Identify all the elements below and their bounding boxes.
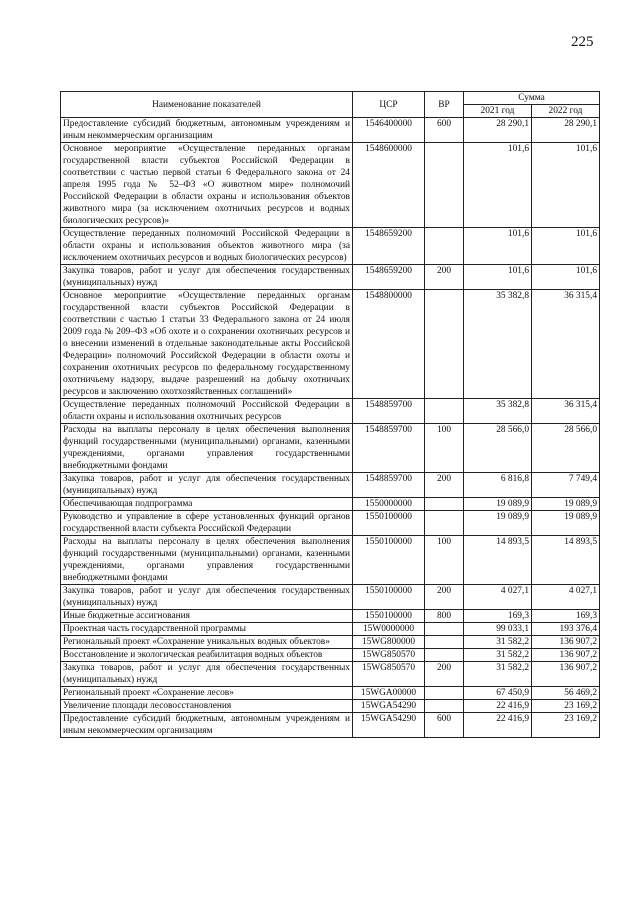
table-row <box>61 700 600 713</box>
row-csr: 1550000000 <box>353 498 425 511</box>
table-row <box>61 687 600 700</box>
page-number: 225 <box>571 34 594 50</box>
row-csr: 15WG800000 <box>353 636 425 649</box>
table-row <box>61 424 600 473</box>
table-row <box>61 623 600 636</box>
table-row <box>61 585 600 610</box>
row-amount-2021: 101,6 <box>464 265 532 290</box>
row-amount-2021: 35 382,8 <box>464 399 532 424</box>
row-amount-2022: 14 893,5 <box>532 536 600 585</box>
row-csr: 1548859700 <box>353 473 425 498</box>
row-name: Основное мероприятие «Осуществление переданных органам государственной власти субъектов Российской Федерации в соответствии с частью 1 статьи 33 Федерального закона от 24 июля 2009 года № 209–ФЗ «Об охоте и о сохранении охотничьих ресурсов и о внесении изменений в отдельные законодательные акты Российской Федерации» полномочий Российской Федерации в области охоты и сохранения охотничьих ресурсов по федеральному государственному охотничьему надзору, выдаче разрешений на добычу охотничьих ресурсов и заключению охотхозяйственных соглашений» <box>61 290 353 399</box>
header-year-2021: 2021 год <box>464 105 532 118</box>
row-amount-2021: 14 893,5 <box>464 536 532 585</box>
row-vr <box>425 636 464 649</box>
row-vr <box>425 623 464 636</box>
row-amount-2022: 28 566,0 <box>532 424 600 473</box>
row-name: Региональный проект «Сохранение уникальных водных объектов» <box>61 636 353 649</box>
row-name: Расходы на выплаты персоналу в целях обеспечения выполнения функций государственными (муниципальными) органами, казенными учреждениями, органами управления государственными внебюджетными фондами <box>61 424 353 473</box>
row-vr: 100 <box>425 536 464 585</box>
row-amount-2021: 6 816,8 <box>464 473 532 498</box>
table-row <box>61 265 600 290</box>
row-vr <box>425 290 464 399</box>
table-row <box>61 228 600 265</box>
row-csr: 1548859700 <box>353 424 425 473</box>
header-name: Наименование показателей <box>61 92 353 118</box>
row-name: Предоставление субсидий бюджетным, автономным учреждениям и иным некоммерческим организациям <box>61 118 353 143</box>
row-amount-2022: 136 907,2 <box>532 636 600 649</box>
budget-table <box>60 91 600 738</box>
row-csr: 15WGA54290 <box>353 713 425 738</box>
row-name: Закупка товаров, работ и услуг для обеспечения государственных (муниципальных) нужд <box>61 473 353 498</box>
row-csr: 1548659200 <box>353 228 425 265</box>
row-amount-2021: 35 382,8 <box>464 290 532 399</box>
row-vr <box>425 498 464 511</box>
row-amount-2021: 31 582,2 <box>464 636 532 649</box>
row-vr <box>425 228 464 265</box>
row-name: Восстановление и экологическая реабилитация водных объектов <box>61 649 353 662</box>
header-sum: Сумма <box>464 92 600 105</box>
row-amount-2021: 22 416,9 <box>464 700 532 713</box>
table-row <box>61 662 600 687</box>
row-amount-2022: 101,6 <box>532 265 600 290</box>
row-amount-2022: 169,3 <box>532 610 600 623</box>
row-csr: 1548859700 <box>353 399 425 424</box>
row-csr: 15W0000000 <box>353 623 425 636</box>
row-amount-2021: 4 027,1 <box>464 585 532 610</box>
row-amount-2021: 28 290,1 <box>464 118 532 143</box>
header-year-2022: 2022 год <box>532 105 600 118</box>
row-name: Расходы на выплаты персоналу в целях обеспечения выполнения функций государственными (муниципальными) органами, казенными учреждениями, органами управления государственными внебюджетными фондами <box>61 536 353 585</box>
row-amount-2021: 31 582,2 <box>464 662 532 687</box>
row-amount-2021: 101,6 <box>464 143 532 228</box>
row-amount-2021: 19 089,9 <box>464 498 532 511</box>
table-row <box>61 118 600 143</box>
row-amount-2022: 193 376,4 <box>532 623 600 636</box>
row-amount-2022: 23 169,2 <box>532 700 600 713</box>
row-amount-2022: 7 749,4 <box>532 473 600 498</box>
row-vr: 200 <box>425 662 464 687</box>
row-amount-2021: 28 566,0 <box>464 424 532 473</box>
row-vr <box>425 649 464 662</box>
row-name: Обеспечивающая подпрограмма <box>61 498 353 511</box>
row-amount-2021: 22 416,9 <box>464 713 532 738</box>
table-row <box>61 649 600 662</box>
row-csr: 1550100000 <box>353 610 425 623</box>
table-row <box>61 511 600 536</box>
row-name: Проектная часть государственной программы <box>61 623 353 636</box>
row-name: Предоставление субсидий бюджетным, автономным учреждениям и иным некоммерческим организациям <box>61 713 353 738</box>
row-name: Закупка товаров, работ и услуг для обеспечения государственных (муниципальных) нужд <box>61 585 353 610</box>
row-name: Региональный проект «Сохранение лесов» <box>61 687 353 700</box>
row-amount-2022: 101,6 <box>532 228 600 265</box>
table-row <box>61 290 600 399</box>
row-name: Закупка товаров, работ и услуг для обеспечения государственных (муниципальных) нужд <box>61 265 353 290</box>
row-name: Руководство и управление в сфере установленных функций органов государственной власти субъекта Российской Федерации <box>61 511 353 536</box>
header-csr: ЦСР <box>353 92 425 118</box>
row-csr: 1550100000 <box>353 536 425 585</box>
row-name: Осуществление переданных полномочий Российской Федерации в области охраны и использования охотничьих ресурсов <box>61 399 353 424</box>
row-amount-2022: 136 907,2 <box>532 662 600 687</box>
row-amount-2022: 36 315,4 <box>532 399 600 424</box>
row-amount-2022: 136 907,2 <box>532 649 600 662</box>
row-csr: 1548659200 <box>353 265 425 290</box>
row-amount-2021: 67 450,9 <box>464 687 532 700</box>
row-csr: 15WGA00000 <box>353 687 425 700</box>
row-vr: 100 <box>425 424 464 473</box>
row-name: Закупка товаров, работ и услуг для обеспечения государственных (муниципальных) нужд <box>61 662 353 687</box>
row-csr: 1550100000 <box>353 585 425 610</box>
row-vr: 200 <box>425 265 464 290</box>
row-vr <box>425 511 464 536</box>
row-amount-2022: 4 027,1 <box>532 585 600 610</box>
row-name: Иные бюджетные ассигнования <box>61 610 353 623</box>
row-amount-2022: 28 290,1 <box>532 118 600 143</box>
row-vr: 600 <box>425 713 464 738</box>
row-csr: 1546400000 <box>353 118 425 143</box>
row-vr <box>425 143 464 228</box>
row-vr: 200 <box>425 585 464 610</box>
row-amount-2021: 169,3 <box>464 610 532 623</box>
row-csr: 15WG850570 <box>353 649 425 662</box>
row-vr: 800 <box>425 610 464 623</box>
row-amount-2022: 19 089,9 <box>532 498 600 511</box>
row-csr: 15WGA54290 <box>353 700 425 713</box>
row-amount-2021: 101,6 <box>464 228 532 265</box>
header-vr: ВР <box>425 92 464 118</box>
row-vr <box>425 687 464 700</box>
row-amount-2021: 99 033,1 <box>464 623 532 636</box>
table-row <box>61 713 600 738</box>
row-name: Осуществление переданных полномочий Российской Федерации в области охраны и использования объектов животного мира (за исключением охотничьих ресурсов и водных биологических ресурсов) <box>61 228 353 265</box>
table-row <box>61 636 600 649</box>
row-amount-2022: 19 089,9 <box>532 511 600 536</box>
row-vr <box>425 399 464 424</box>
row-csr: 1550100000 <box>353 511 425 536</box>
row-amount-2021: 31 582,2 <box>464 649 532 662</box>
row-name: Основное мероприятие «Осуществление переданных органам государственной власти субъектов Российской Федерации в соответствии с частью первой статьи 6 Федерального закона от 24 апреля 1995 года № 52–ФЗ «О животном мире» полномочий Российской Федерации в области охраны и использования объектов животного мира (за исключением охотничьих ресурсов и водных биологических ресурсов)» <box>61 143 353 228</box>
row-amount-2022: 36 315,4 <box>532 290 600 399</box>
row-amount-2022: 23 169,2 <box>532 713 600 738</box>
row-amount-2022: 101,6 <box>532 143 600 228</box>
table-row <box>61 498 600 511</box>
row-vr <box>425 700 464 713</box>
row-csr: 1548600000 <box>353 143 425 228</box>
table-row <box>61 610 600 623</box>
table-row <box>61 399 600 424</box>
row-csr: 15WG850570 <box>353 662 425 687</box>
row-vr: 200 <box>425 473 464 498</box>
table-row <box>61 536 600 585</box>
row-vr: 600 <box>425 118 464 143</box>
row-amount-2022: 56 469,2 <box>532 687 600 700</box>
row-csr: 1548800000 <box>353 290 425 399</box>
table-row <box>61 143 600 228</box>
row-amount-2021: 19 089,9 <box>464 511 532 536</box>
table-row <box>61 473 600 498</box>
row-name: Увеличение площади лесовосстановления <box>61 700 353 713</box>
